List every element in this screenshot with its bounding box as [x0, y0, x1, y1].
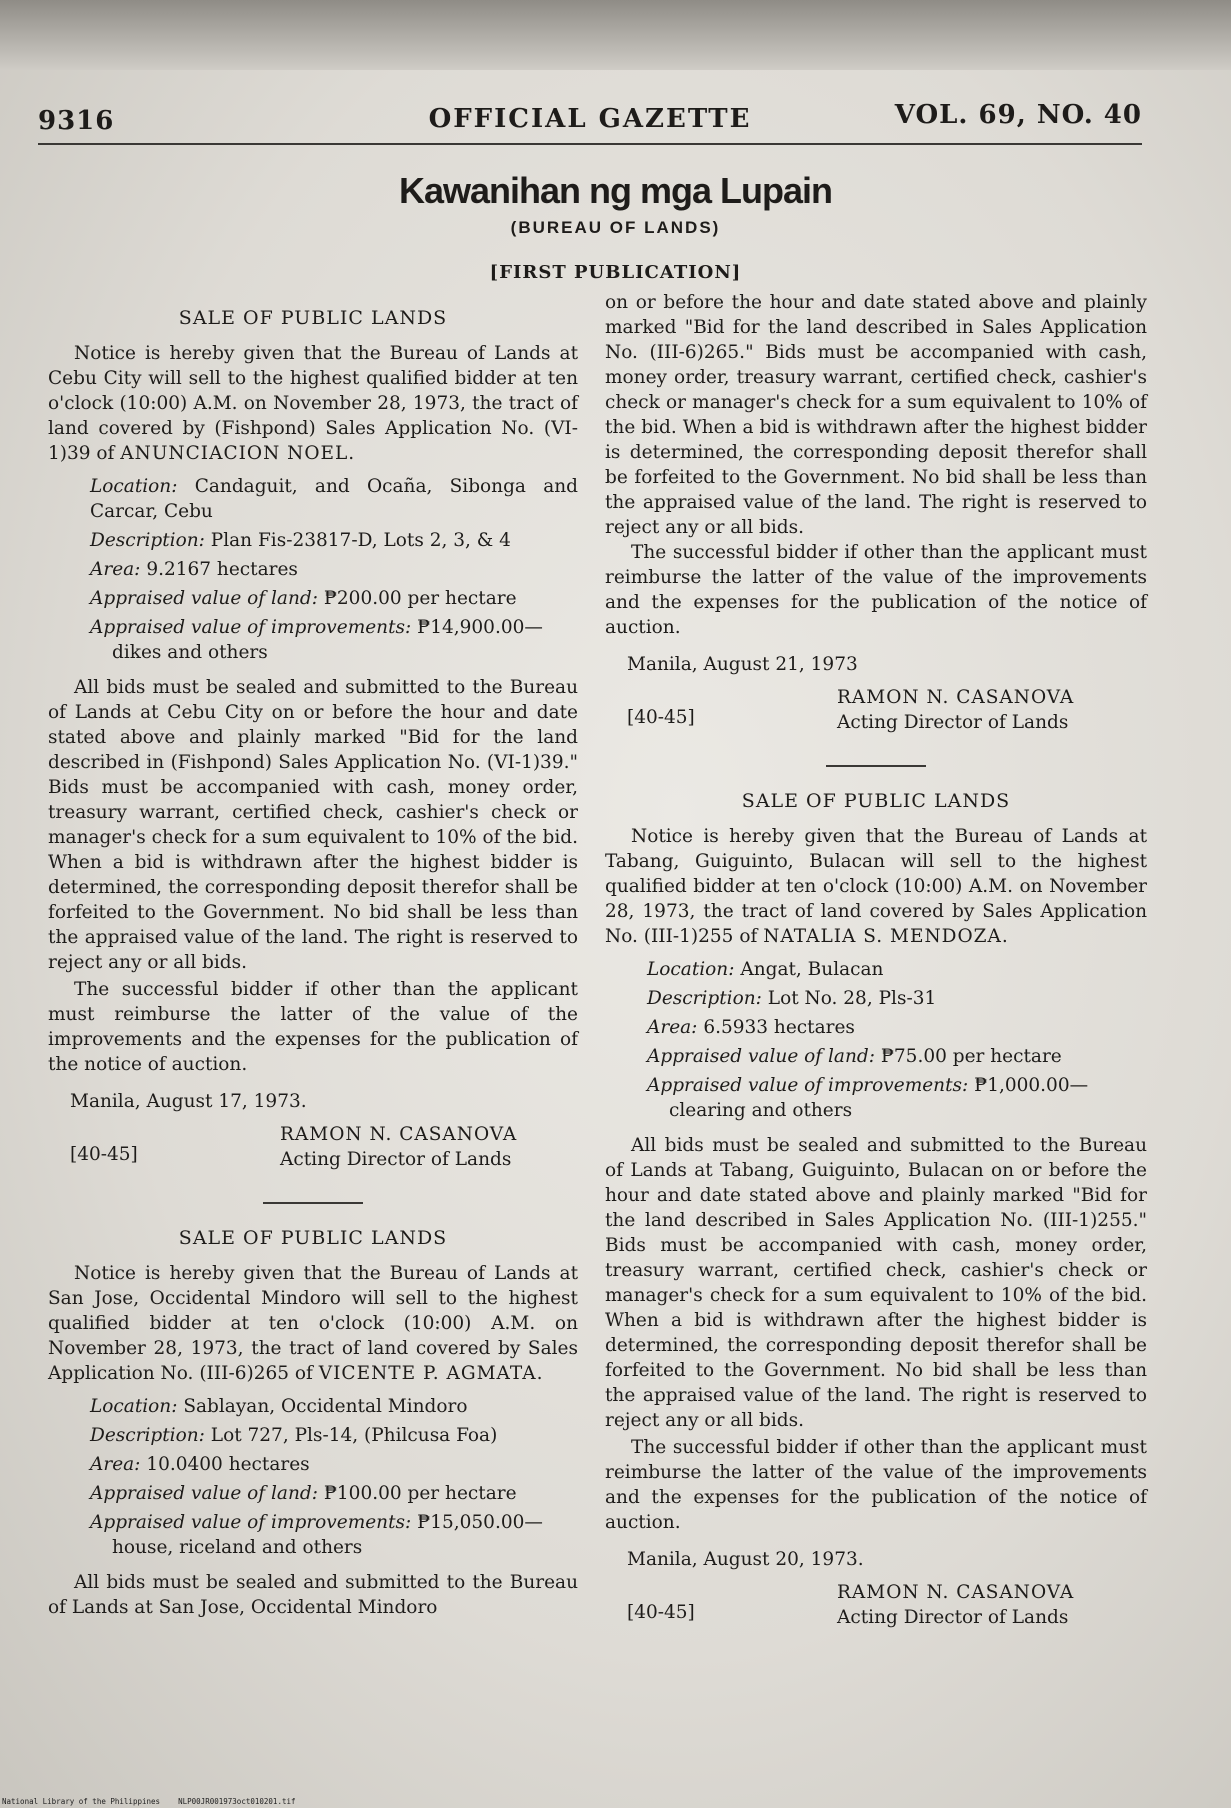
notice2-improvements: Appraised value of improvements: ₱15,050.00—	[90, 1512, 543, 1533]
notice3-dateline: Manila, August 20, 1973.	[627, 1549, 864, 1570]
notice1-details	[48, 474, 578, 665]
section-divider	[826, 765, 926, 767]
agency-subtitle: (BUREAU OF LANDS)	[510, 218, 721, 237]
notice3-location: Location: Angat, Bulacan	[647, 959, 884, 980]
notice1-location: Location: Candaguit, and Ocaña, Sibonga and Carcar, Cebu	[90, 476, 579, 522]
notice3-applicant: NATALIA S. MENDOZA.	[763, 926, 1009, 947]
notice2-bids-part1: All bids must be sealed and submitted to the Bureau of Lands at San Jose, Occidental Mindoro	[48, 1572, 578, 1618]
notice2-description: Description: Lot 727, Pls-14, (Philcusa Foa)	[90, 1425, 498, 1446]
notice3-intro: Notice is hereby given that the Bureau of Lands at Tabang, Guiguinto, Bulacan will sell to the highest qualified bidder at ten o'clock (10:00) A.M. on November 28, 1973, the tract of land covered by Sales Application No. (III-1)255 of NATALIA S. MENDOZA.	[605, 826, 1147, 947]
notice2-improvements-detail: house, riceland and others	[112, 1537, 363, 1558]
notice3-signature	[605, 1580, 1147, 1636]
notice2-reference: [40-45]	[627, 707, 695, 728]
notice2-reimburse: The successful bidder if other than the applicant must reimburse the latter of the value of the improvements and the expenses for the publication of the notice of auction.	[605, 542, 1147, 638]
notice1-area: Area: 9.2167 hectares	[90, 559, 298, 580]
notice3-land-value: Appraised value of land: ₱75.00 per hectare	[647, 1046, 1062, 1067]
notice3-role: Acting Director of Lands	[837, 1607, 1069, 1628]
scan-footer	[2, 1797, 296, 1806]
notice2-details	[48, 1394, 578, 1560]
volume-number: VOL. 69, NO. 40	[894, 100, 1142, 130]
notice2-role: Acting Director of Lands	[837, 712, 1069, 733]
notice1-dateline: Manila, August 17, 1973.	[70, 1091, 307, 1112]
notice2-bids-part2: on or before the hour and date stated above and plainly marked "Bid for the land described in Sales Application No. (III-6)265." Bids must be accompanied with cash, money order, treasury warrant, certified check, cashier's check or manager's check for a sum equivalent to 10% of the bid. When a bid is withdrawn after the highest bidder is determined, the corresponding deposit therefor shall be forfeited to the Government. No bid shall be less than the appraised value of the land. The right is reserved to reject any or all bids.	[605, 292, 1147, 538]
scan-shadow	[0, 0, 1231, 70]
footer-file: NLP00JR001973oct010201.tif	[178, 1797, 296, 1806]
notice3-signatory: RAMON N. CASANOVA	[837, 1582, 1075, 1603]
notice2-intro: Notice is hereby given that the Bureau of Lands at San Jose, Occidental Mindoro will sell to the highest qualified bidder at ten o'clock (10:00) A.M. on November 28, 1973, the tract of land covered by Sales Application No. (III-6)265 of VICENTE P. AGMATA.	[48, 1263, 578, 1384]
notice2-area: Area: 10.0400 hectares	[90, 1454, 310, 1475]
notice1-reference: [40-45]	[70, 1144, 138, 1165]
left-column	[48, 300, 578, 1622]
agency-title: Kawanihan ng mga Lupain	[398, 170, 833, 211]
notice1-applicant: ANUNCIACION NOEL.	[120, 443, 356, 464]
notice2-title: SALE OF PUBLIC LANDS	[178, 1227, 448, 1249]
footer-library: National Library of the Philippines	[2, 1797, 161, 1806]
notice1-signatory: RAMON N. CASANOVA	[280, 1124, 518, 1145]
notice1-signature	[48, 1122, 578, 1178]
notice1-reimburse: The successful bidder if other than the applicant must reimburse the latter of the value of the improvements and the expenses for the publication of the notice of auction.	[48, 979, 578, 1075]
notice2-applicant: VICENTE P. AGMATA.	[318, 1363, 544, 1384]
notice3-improvements-detail: clearing and others	[669, 1100, 853, 1121]
notice3-reimburse: The successful bidder if other than the applicant must reimburse the latter of the value of the improvements and the expenses for the publication of the notice of auction.	[605, 1437, 1147, 1533]
publication-note: [FIRST PUBLICATION]	[489, 262, 742, 283]
page-number: 9316	[38, 106, 115, 136]
notice2-location: Location: Sablayan, Occidental Mindoro	[90, 1396, 468, 1417]
section-divider	[263, 1202, 363, 1204]
notice1-role: Acting Director of Lands	[280, 1149, 512, 1170]
notice1-land-value: Appraised value of land: ₱200.00 per hectare	[90, 588, 517, 609]
notice2-signatory: RAMON N. CASANOVA	[837, 687, 1075, 708]
notice1-improvements-detail: dikes and others	[112, 642, 268, 663]
notice1-description: Description: Plan Fis-23817-D, Lots 2, 3, & 4	[90, 530, 511, 551]
notice3-details	[605, 957, 1147, 1123]
notice3-bids: All bids must be sealed and submitted to the Bureau of Lands at Tabang, Guiguinto, Bulacan on or before the hour and date stated above and plainly marked "Bid for the land described in Sales Application No. (III-1)255." Bids must be accompanied with cash, money order, treasury warrant, certified check, cashier's check or manager's check for a sum equivalent to 10% of the bid. When a bid is withdrawn after the highest bidder is determined, the corresponding deposit therefor shall be forfeited to the Government. No bid shall be less than the appraised value of the land. The right is reserved to reject any or all bids.	[605, 1135, 1147, 1431]
notice1-improvements: Appraised value of improvements: ₱14,900.00—	[90, 617, 543, 638]
notice3-title: SALE OF PUBLIC LANDS	[741, 790, 1011, 812]
page-header	[38, 100, 1142, 142]
notice2-land-value: Appraised value of land: ₱100.00 per hectare	[90, 1483, 517, 1504]
notice3-description: Description: Lot No. 28, Pls-31	[647, 988, 937, 1009]
notice3-reference: [40-45]	[627, 1602, 695, 1623]
notice2-signature	[605, 685, 1147, 741]
right-column	[605, 290, 1147, 1642]
notice1-title: SALE OF PUBLIC LANDS	[178, 307, 448, 329]
header-rule	[38, 143, 1142, 145]
notice1-bids: All bids must be sealed and submitted to the Bureau of Lands at Cebu City on or before the hour and date stated above and plainly marked "Bid for the land described in (Fishpond) Sales Application No. (VI-1)39." Bids must be accompanied with cash, money order, treasury warrant, certified check, cashier's check or manager's check for a sum equivalent to 10% of the bid. When a bid is withdrawn after the highest bidder is determined, the corresponding deposit therefor shall be forfeited to the Government. No bid shall be less than the appraised value of the land. The right is reserved to reject any or all bids.	[48, 677, 578, 973]
notice1-intro: Notice is hereby given that the Bureau of Lands at Cebu City will sell to the highest qualified bidder at ten o'clock (10:00) A.M. on November 28, 1973, the tract of land covered by (Fishpond) Sales Application No. (VI-1)39 of ANUNCIACION NOEL.	[48, 343, 578, 464]
notice3-area: Area: 6.5933 hectares	[647, 1017, 855, 1038]
notice3-improvements: Appraised value of improvements: ₱1,000.00—	[647, 1075, 1089, 1096]
publication-name: OFFICIAL GAZETTE	[428, 104, 752, 134]
notice2-dateline: Manila, August 21, 1973	[627, 654, 858, 675]
